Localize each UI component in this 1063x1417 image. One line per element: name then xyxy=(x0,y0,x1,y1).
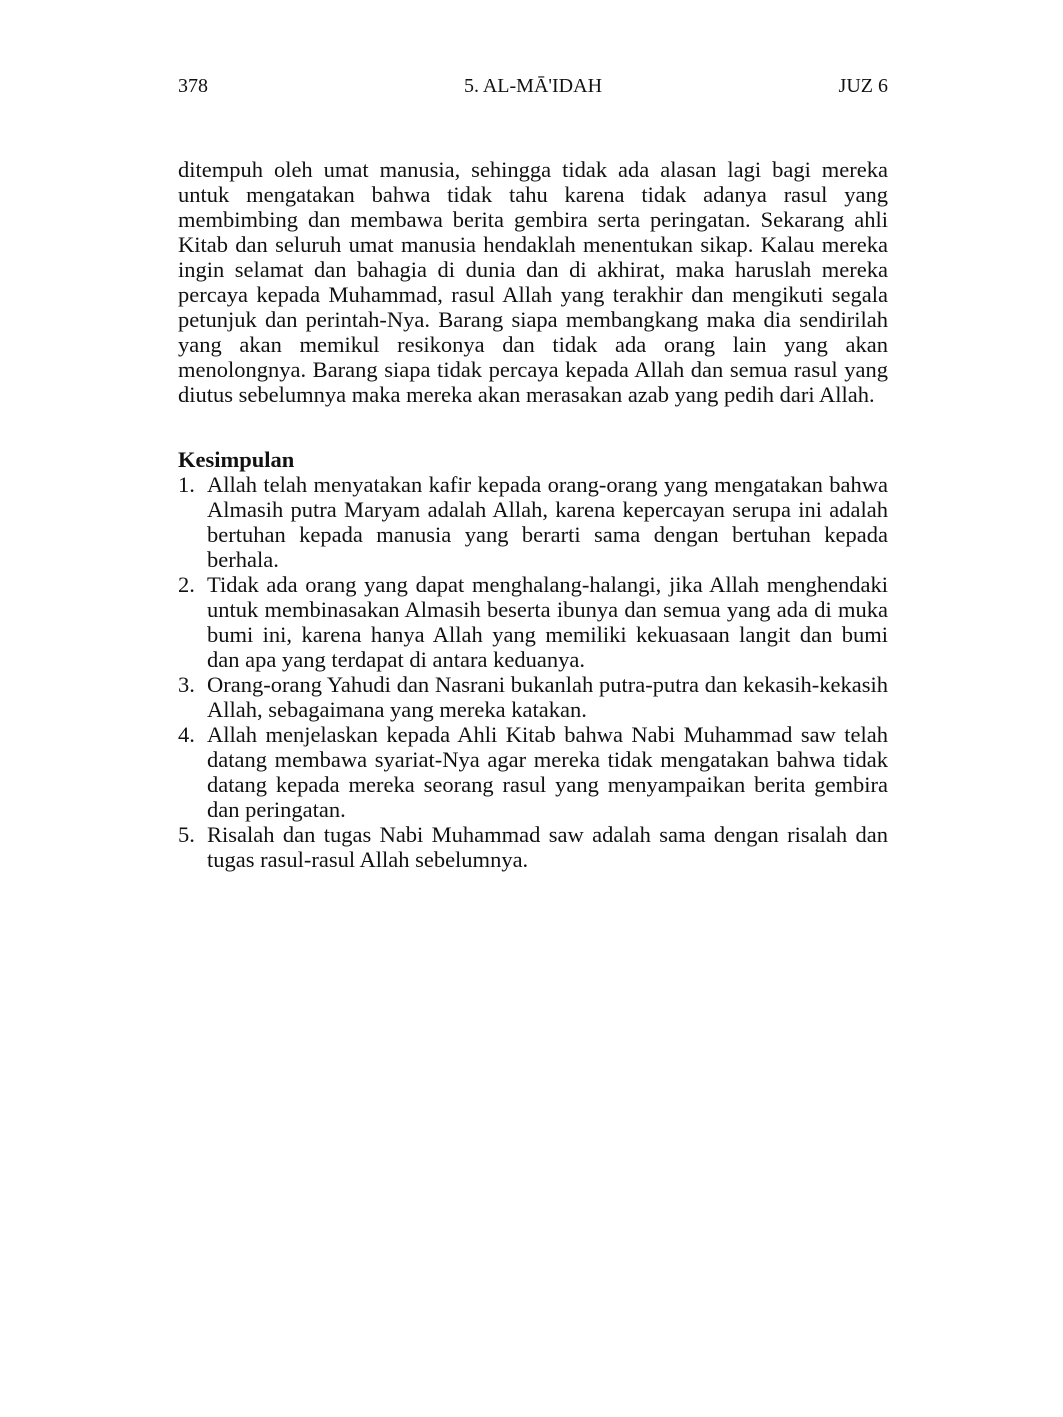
list-item xyxy=(178,722,888,822)
conclusion-heading: Kesimpulan xyxy=(178,447,295,472)
list-item xyxy=(178,472,888,572)
list-item-text: Allah telah menyatakan kafir kepada orang-orang yang mengatakan bahwa Almasih putra Maryam adalah Allah, karena kepercayan serupa ini adalah bertuhan kepada manusia yang berarti sama dengan bertuhan kepada berhala. xyxy=(207,472,888,572)
list-item-number: 4. xyxy=(178,722,195,747)
page-header xyxy=(178,72,888,100)
juz-label: JUZ 6 xyxy=(838,75,888,97)
list-item-text: Risalah dan tugas Nabi Muhammad saw adalah sama dengan risalah dan tugas rasul-rasul Allah sebelumnya. xyxy=(207,822,888,872)
list-item xyxy=(178,822,888,872)
chapter-title: 5. AL-MĀ'IDAH xyxy=(463,75,603,97)
list-item xyxy=(178,672,888,722)
list-item-number: 5. xyxy=(178,822,195,847)
conclusion-list xyxy=(178,472,888,872)
list-item-text: Orang-orang Yahudi dan Nasrani bukanlah putra-putra dan kekasih-kekasih Allah, sebagaimana yang mereka katakan. xyxy=(207,672,888,722)
page-number: 378 xyxy=(178,75,208,97)
list-item-number: 3. xyxy=(178,672,195,697)
body-paragraph: ditempuh oleh umat manusia, sehingga tidak ada alasan lagi bagi mereka untuk mengatakan bahwa tidak tahu karena tidak adanya rasul yang membimbing dan membawa berita gembira serta peringatan. Sekarang ahli Kitab dan seluruh umat manusia hendaklah menentukan sikap. Kalau mereka ingin selamat dan bahagia di dunia dan di akhirat, maka haruslah mereka percaya kepada Muhammad, rasul Allah yang terakhir dan mengikuti segala petunjuk dan perintah-Nya. Barang siapa membangkang maka dia sendirilah yang akan memikul resikonya dan tidak ada orang lain yang akan menolongnya. Barang siapa tidak percaya kepada Allah dan semua rasul yang diutus sebelumnya maka mereka akan merasakan azab yang pedih dari Allah. xyxy=(178,157,888,407)
list-item-number: 2. xyxy=(178,572,195,597)
list-item xyxy=(178,572,888,672)
page-content xyxy=(178,157,888,872)
list-item-text: Tidak ada orang yang dapat menghalang-halangi, jika Allah menghendaki untuk membinasakan Almasih beserta ibunya dan semua yang ada di muka bumi ini, karena hanya Allah yang memiliki kekuasaan langit dan bumi dan apa yang terdapat di antara keduanya. xyxy=(207,572,888,672)
list-item-number: 1. xyxy=(178,472,195,497)
list-item-text: Allah menjelaskan kepada Ahli Kitab bahwa Nabi Muhammad saw telah datang membawa syariat-Nya agar mereka tidak mengatakan bahwa tidak datang kepada mereka seorang rasul yang menyampaikan berita gembira dan peringatan. xyxy=(207,722,888,822)
